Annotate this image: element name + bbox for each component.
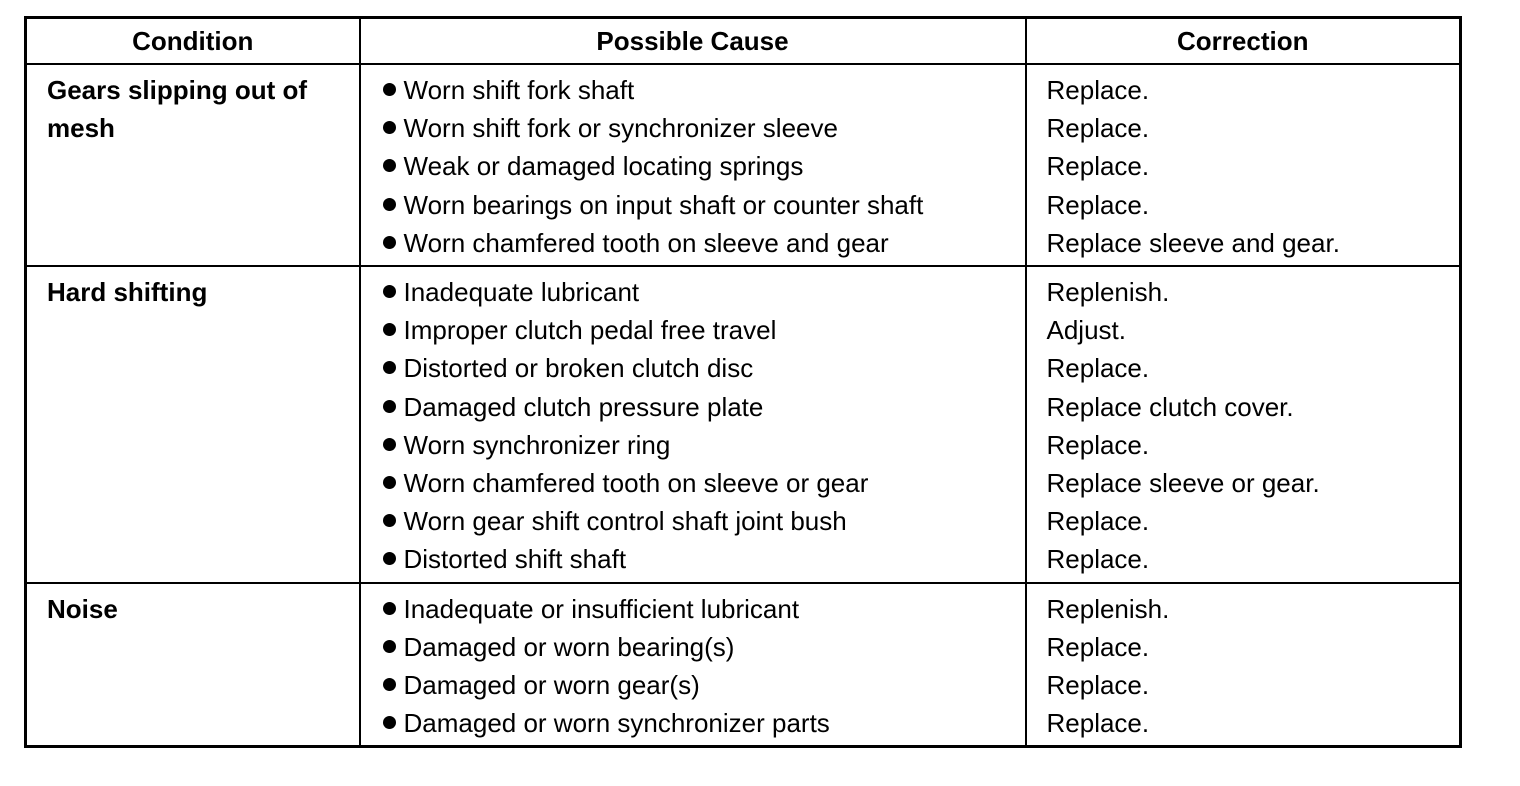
- cause-list-item: [361, 147, 1025, 185]
- cause-text: Inadequate lubricant: [403, 277, 640, 308]
- cause-list-item: [361, 704, 1025, 742]
- cause-list-item: [361, 590, 1025, 628]
- header-row: [26, 18, 1461, 65]
- header-possible-cause: Possible Cause: [360, 18, 1026, 65]
- bullet-icon: [383, 121, 396, 134]
- bullet-icon: [383, 83, 396, 96]
- bullet-icon: [383, 361, 396, 374]
- cause-list-item: [361, 502, 1025, 540]
- correction-text: Replace.: [1046, 631, 1150, 662]
- condition-cell: Noise: [26, 583, 360, 747]
- cause-list-item: [361, 426, 1025, 464]
- table-body: [26, 64, 1461, 747]
- cause-text: Damaged clutch pressure plate: [403, 391, 764, 422]
- correction-cell: [1026, 583, 1461, 747]
- correction-text: Replenish.: [1046, 593, 1170, 624]
- cause-text: Inadequate or insufficient lubricant: [403, 593, 800, 624]
- possible-cause-cell: [360, 266, 1026, 583]
- cause-text: Worn shift fork shaft: [403, 75, 635, 105]
- cause-list-item: [361, 224, 1025, 262]
- troubleshooting-table: [24, 16, 1462, 748]
- cause-list-item: [361, 71, 1025, 109]
- cause-list-item: [361, 186, 1025, 224]
- cause-list-item: [361, 540, 1025, 578]
- possible-cause-list: [361, 71, 1025, 262]
- correction-text: Replace.: [1046, 429, 1150, 460]
- cause-list-item: [361, 388, 1025, 426]
- condition-cell: Hard shifting: [26, 266, 360, 583]
- bullet-icon: [383, 716, 396, 729]
- correction-text: Replace sleeve and gear.: [1046, 227, 1340, 258]
- possible-cause-list: [361, 590, 1025, 743]
- bullet-icon: [383, 552, 396, 565]
- cause-text: Worn chamfered tooth on sleeve and gear: [403, 227, 889, 258]
- cause-list-item: [361, 109, 1025, 147]
- correction-text: Adjust.: [1046, 315, 1126, 346]
- header-condition: Condition: [26, 18, 360, 65]
- correction-list: [1027, 273, 1460, 579]
- correction-text: Replenish.: [1046, 277, 1170, 308]
- bullet-icon: [383, 198, 396, 211]
- possible-cause-cell: [360, 583, 1026, 747]
- correction-text: Replace.: [1046, 708, 1150, 739]
- possible-cause-list: [361, 273, 1025, 579]
- cause-text: Damaged or worn bearing(s): [403, 631, 735, 662]
- cause-text: Worn chamfered tooth on sleeve or gear: [403, 468, 869, 499]
- bullet-icon: [383, 602, 396, 615]
- bullet-icon: [383, 323, 396, 336]
- bullet-icon: [383, 285, 396, 298]
- cause-text: Damaged or worn gear(s): [403, 670, 700, 701]
- cause-list-item: [361, 464, 1025, 502]
- bullet-icon: [383, 438, 396, 451]
- bullet-icon: [383, 678, 396, 691]
- correction-text: Replace.: [1046, 544, 1150, 575]
- cause-text: Worn bearings on input shaft or counter shaft: [403, 189, 924, 220]
- table-row: [26, 64, 1461, 266]
- bullet-icon: [383, 159, 396, 172]
- possible-cause-cell: [360, 64, 1026, 266]
- cause-text: Worn shift fork or synchronizer sleeve: [403, 113, 838, 144]
- cause-text: Improper clutch pedal free travel: [403, 315, 777, 346]
- correction-text: Replace.: [1046, 189, 1150, 220]
- correction-list: [1027, 590, 1460, 743]
- bullet-icon: [383, 514, 396, 527]
- correction-cell: [1026, 64, 1461, 266]
- cause-text: Damaged or worn synchronizer parts: [403, 708, 830, 739]
- cause-text: Distorted shift shaft: [403, 544, 627, 575]
- cause-list-item: [361, 666, 1025, 704]
- cause-text: Worn gear shift control shaft joint bush: [403, 506, 847, 537]
- cause-text: Weak or damaged locating springs: [403, 151, 804, 182]
- correction-list: [1027, 71, 1460, 262]
- bullet-icon: [383, 640, 396, 653]
- correction-cell: [1026, 266, 1461, 583]
- bullet-icon: [383, 476, 396, 489]
- correction-text: Replace.: [1046, 151, 1150, 182]
- cause-list-item: [361, 349, 1025, 387]
- cause-text: Worn synchronizer ring: [403, 429, 671, 460]
- correction-text: Replace clutch cover.: [1046, 391, 1294, 422]
- correction-text: Replace.: [1046, 506, 1150, 537]
- table-row: [26, 266, 1461, 583]
- header-correction: Correction: [1026, 18, 1461, 65]
- cause-text: Distorted or broken clutch disc: [403, 353, 754, 384]
- correction-text: Replace.: [1046, 75, 1150, 105]
- correction-text: Replace.: [1046, 353, 1150, 384]
- bullet-icon: [383, 400, 396, 413]
- condition-cell: Gears slipping out of mesh: [26, 64, 360, 266]
- correction-text: Replace sleeve or gear.: [1046, 468, 1320, 499]
- cause-list-item: [361, 311, 1025, 349]
- cause-list-item: [361, 273, 1025, 311]
- correction-text: Replace.: [1046, 670, 1150, 701]
- correction-text: Replace.: [1046, 113, 1150, 144]
- table-row: [26, 583, 1461, 747]
- cause-list-item: [361, 628, 1025, 666]
- bullet-icon: [383, 236, 396, 249]
